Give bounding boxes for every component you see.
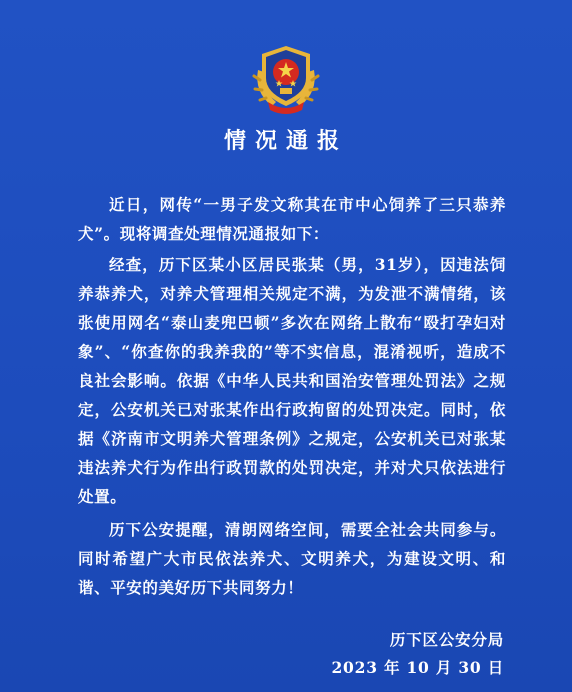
issuer-signature: 历下区公安分局 xyxy=(389,630,504,649)
police-emblem-icon xyxy=(246,40,326,116)
paragraph-findings: 经查，历下区某小区居民张某（男，31岁），因违法饲养恭养犬，对养犬管理相关规定不满，为发泄不满情绪，该张使用网名“泰山麦兜巴顿”多次在网络上散布“殴打孕妇对象”、“你查你的我养我的”等不实信息，混淆视听，造成不良社会影响。依据《中华人民共和国治安管理处罚法》之规定，公安机关已对张某作出行政拘留的处罚决定。同时，依据《济南市文明养犬管理条例》之规定，公安机关已对张某违法养犬行为作出行政罚款的处罚决定，并对犬只依法进行处置。 xyxy=(78,255,506,506)
page-title: 情况通报 xyxy=(223,128,348,154)
notice-body xyxy=(78,190,506,604)
paragraph-reminder: 历下公安提醒，清朗网络空间，需要全社会共同参与。同时希望广大市民依法养犬、文明养犬，为建设文明、和谐、平安的美好历下共同努力！ xyxy=(78,520,506,597)
paragraph-intro: 近日，网传“一男子发文称其在市中心饲养了三只恭养犬”。现将调查处理情况通报如下： xyxy=(78,195,506,243)
issue-date: 2023 年 10 月 30 日 xyxy=(331,658,504,677)
